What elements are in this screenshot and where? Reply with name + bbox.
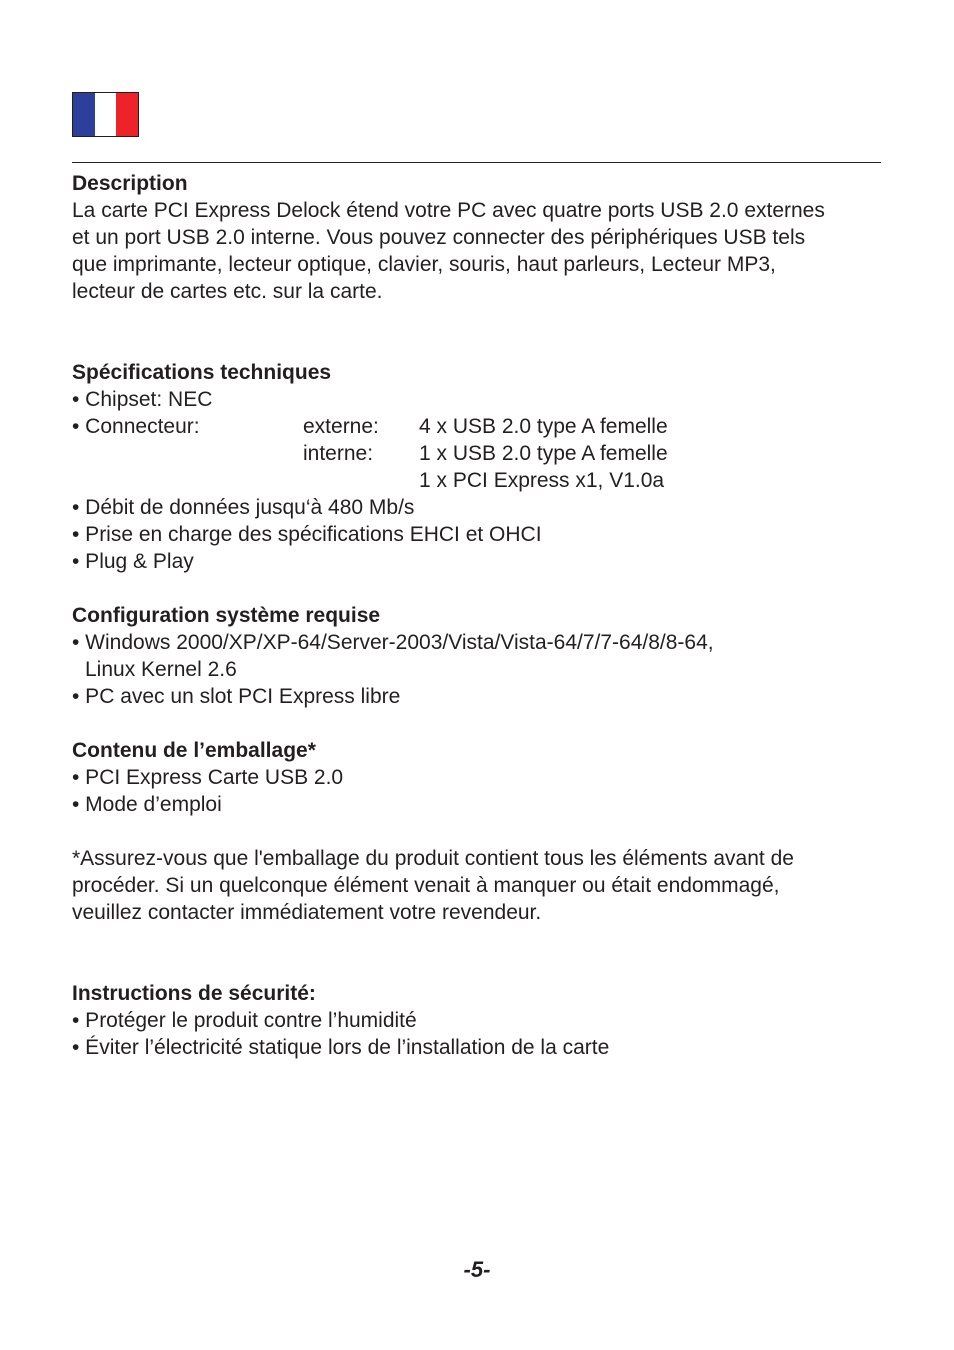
- package-heading: Contenu de l’emballage*: [72, 739, 316, 762]
- description-line: La carte PCI Express Delock étend votre PC avec quatre ports USB 2.0 externes: [72, 199, 825, 222]
- specs-section: [72, 359, 887, 575]
- flag-blue-band: [73, 93, 95, 136]
- spec-item: • Prise en charge des spécifications EHCI et OHCI: [72, 523, 542, 546]
- note-line: *Assurez-vous que l'emballage du produit contient tous les éléments avant de: [72, 847, 794, 870]
- header-divider: [72, 162, 881, 163]
- package-section: [72, 737, 887, 818]
- page-number: -5-: [463, 1257, 491, 1282]
- french-flag-icon: [72, 92, 139, 137]
- requirements-heading: Configuration système requise: [72, 604, 381, 627]
- description-section: [72, 170, 887, 305]
- requirements-section: [72, 602, 887, 710]
- spec-item: • Plug & Play: [72, 550, 194, 573]
- spec-connector-pci-row: [72, 467, 887, 494]
- safety-item: • Protéger le produit contre l’humidité: [72, 1009, 417, 1032]
- package-item: • PCI Express Carte USB 2.0: [72, 766, 344, 789]
- description-line: lecteur de cartes etc. sur la carte.: [72, 280, 383, 303]
- note-line: procéder. Si un quelconque élément venait à manquer ou était endommagé,: [72, 874, 780, 897]
- flag-red-band: [116, 93, 138, 136]
- spec-chipset: • Chipset: NEC: [72, 388, 213, 411]
- spec-internal-label: interne:: [303, 442, 374, 465]
- flag-white-band: [95, 93, 117, 136]
- description-line: et un port USB 2.0 interne. Vous pouvez connecter des périphériques USB tels: [72, 226, 806, 249]
- requirements-slot: • PC avec un slot PCI Express libre: [72, 685, 401, 708]
- spec-internal-value: 1 x USB 2.0 type A femelle: [419, 442, 668, 465]
- spec-item: • Débit de données jusqu‘à 480 Mb/s: [72, 496, 415, 519]
- safety-item: • Éviter l’électricité statique lors de l’installation de la carte: [72, 1036, 610, 1059]
- package-note: [72, 845, 887, 926]
- spec-pci-value: 1 x PCI Express x1, V1.0a: [419, 469, 665, 492]
- document-body: [72, 170, 887, 1088]
- requirements-os: • Windows 2000/XP/XP-64/Server-2003/Vista/Vista-64/7/7-64/8/8-64,: [72, 631, 714, 654]
- requirements-os-continued: Linux Kernel 2.6: [85, 658, 237, 681]
- spec-connector-external-row: [72, 413, 887, 440]
- spec-external-value: 4 x USB 2.0 type A femelle: [419, 415, 668, 438]
- note-line: veuillez contacter immédiatement votre revendeur.: [72, 901, 542, 924]
- description-line: que imprimante, lecteur optique, clavier, souris, haut parleurs, Lecteur MP3,: [72, 253, 776, 276]
- safety-heading: Instructions de sécurité:: [72, 982, 316, 1005]
- spec-connector-label: • Connecteur:: [72, 415, 200, 438]
- specs-heading: Spécifications techniques: [72, 361, 332, 384]
- description-heading: Description: [72, 172, 188, 195]
- package-item: • Mode d’emploi: [72, 793, 222, 816]
- spec-external-label: externe:: [303, 415, 379, 438]
- safety-section: [72, 980, 887, 1061]
- spec-connector-internal-row: [72, 440, 887, 467]
